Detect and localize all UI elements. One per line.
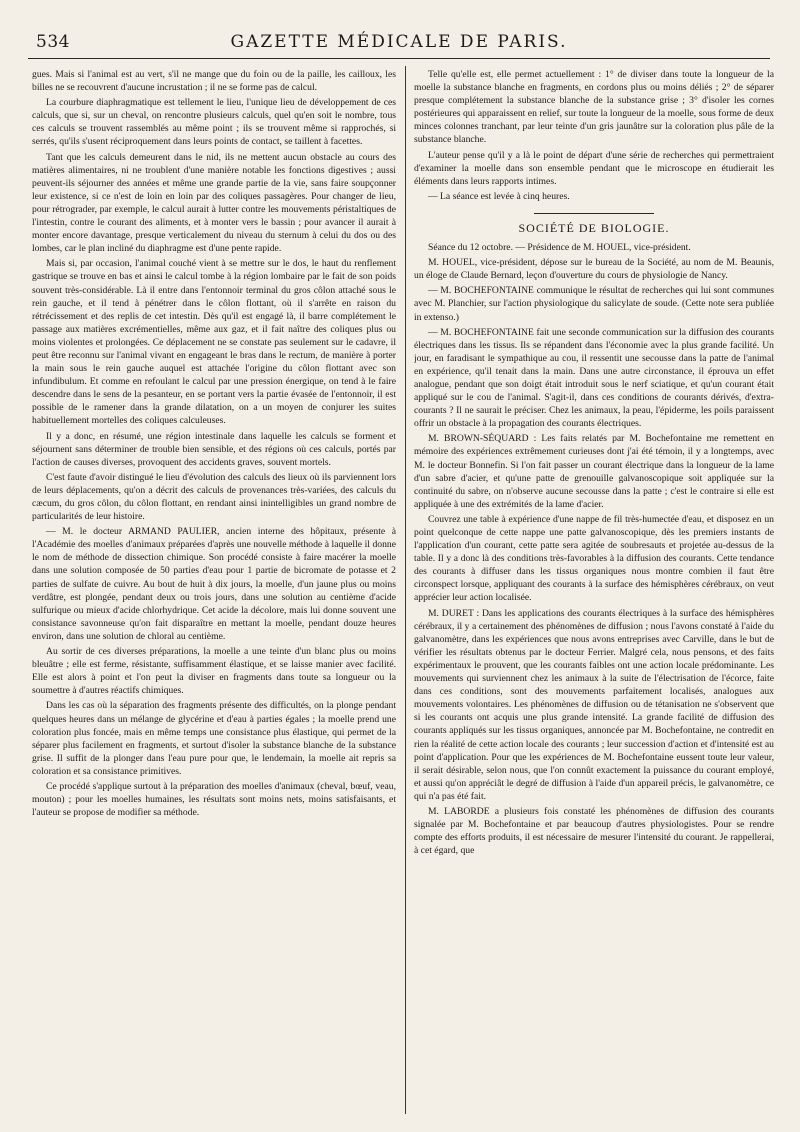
section-rule xyxy=(534,213,654,214)
paragraph: Il y a donc, en résumé, une région intestinale dans laquelle les calculs se forment et séjournent sans déterminer de trouble bien sensible, et des régions où ces calculs, portés par l'action de causes diverses, provoquent des accidents graves, souvent mortels. xyxy=(32,430,396,468)
paragraph: — M. le docteur ARMAND PAULIER, ancien interne des hôpitaux, présente à l'Académie des moelles d'animaux préparées d'après une nouvelle méthode à laquelle il donne le nom de méthode de dissection chimique. Son procédé consiste à faire macérer la moelle dans une solution composée de 50 parties d'eau pour 1 partie de bicromate de potasse et 2 parties de sulfate de cuivre. Au bout de huit à dix jours, la moelle, d'un jaune plus ou moins verdâtre, est plongée, pendant deux ou trois jours, dans une solution au centième d'acide sulfurique ou mieux d'acide chlorhydrique. Cet acide la décolore, mais lui donne souvent une consistance savonneuse qu'on fait disparaître en mettant la moelle, pendant douze heures environ, dans une solution de chloral au centième. xyxy=(32,526,396,642)
paragraph: M. DURET : Dans les applications des courants électriques à la surface des hémisphères cérébraux, il y a certainement des phénomènes de diffusion ; nous l'avons constaté à l'aide du galvanomètre, dans les expériences que nous avons entreprises avec Carville, dans le but de vérifier les résultats obtenus par le docteur Ferrier. Malgré cela, nous pensons, et des faits expérimentaux le prouvent, que les courants faibles ont une action locale prédominante. Les mouvements qui surviennent chez les animaux à la suite de l'électrisation de l'écorce, faite dans ces conditions, sont des mouvements parfaitement localisés, analogues aux mouvements volontaires. Les phénomènes de diffusion ou de tétanisation ne s'observent que si les courants ont acquis une plus grande intensité. La grande facilité de diffusion des courants appliqués sur les tissus organiques, annoncée par M. Bochefontaine, ne contredit en rien la réalité de cette action locale des courants ; leur succession d'action et d'intensité est au point d'application. Pour que les expériences de M. Bochefontaine eussent toute leur valeur, il serait désirable, selon nous, que l'on connût exactement la puissance du courant employé, et aussi qu'on appréciât le degré de diffusion à l'aide d'un appareil précis, le galvanomètre, ce qui n'a pas été fait. xyxy=(414,607,774,802)
paragraph: L'auteur pense qu'il y a là le point de départ d'une série de recherches qui permettraient d'examiner la moelle dans son ensemble pendant que le microscope en étudierait les éléments dans leurs rapports intimes. xyxy=(414,149,774,187)
paragraph: La courbure diaphragmatique est tellement le lieu, l'unique lieu de développement de ces calculs, que si, sur un cheval, on rencontre plusieurs calculs, quel qu'en soit le nombre, tous ces calculs se trouvent rassemblés au même point ; ils se trouvent même si rapprochés, si serrés, qu'ils s'usent réciproquement dans leurs points de contact, se taillent à facettes. xyxy=(32,97,396,148)
left-column xyxy=(32,68,396,1112)
page-header xyxy=(28,28,770,59)
paragraph: — M. BOCHEFONTAINE fait une seconde communication sur la diffusion des courants électriques dans les tissus. Ils se répandent dans l'économie avec la plus grande facilité. Un jour, en faradisant le sympathique au cou, il ressentit une secousse dans la patte de l'animal en expérience, qu'il tenait dans la main. Dans une autre circonstance, il éprouva un effet analogue, pendant que son doigt était introduit sous le nerf sciatique, et qu'un courant était appliqué sur le cou de l'animal. S'agit-il, dans ces conditions de courants dérivés, d'extra-courants ? Il ne saurait le préciser. Chez les animaux, la peau, l'épiderme, les poils paraissent offrir un obstacle à la propagation des courants électriques. xyxy=(414,326,774,430)
paragraph: C'est faute d'avoir distingué le lieu d'évolution des calculs des lieux où ils parviennent lors de leurs déplacements, qu'on a décrit des calculs de provenances très-variées, des calculs du cæcum, du gros côlon, du côlon flottant, en rendant ainsi inintelligibles un grand nombre de particularités de leur histoire. xyxy=(32,471,396,523)
paragraph: — La séance est levée à cinq heures. xyxy=(428,190,570,202)
section-title: SOCIÉTÉ DE BIOLOGIE. xyxy=(518,220,670,235)
paragraph: Tant que les calculs demeurent dans le nid, ils ne mettent aucun obstacle au cours des matières alimentaires, ni ne troublent d'une manière notable les fonctions digestives ; aussi peuvent-ils séjourner des années et même une grande partie de la vie, sans faire soupçonner leur existence, si ce n'est de loin en loin par des coliques passagères. Pour changer de lieu, pour rétrograder, par exemple, le calcul aurait à lutter contre les mouvements péristaltiques de l'intestin, contre le courant des aliments, et à monter vers le bassin ; pour avancer il aurait à monter encore davantage, presque verticalement du niveau du sternum à celui du dos ou des lombes, car le plan incliné du diaphragme est d'une pente rapide. xyxy=(32,151,396,255)
journal-title: GAZETTE MÉDICALE DE PARIS. xyxy=(230,32,568,52)
page-number: 534 xyxy=(36,32,70,52)
paragraph: Mais si, par occasion, l'animal couché vient à se mettre sur le dos, le haut du renflement gastrique se trouve en bas et ainsi le calcul tombe à la région lombaire par le fait de son poids souvent très-considérable. Là il entre dans l'entonnoir terminal du gros côlon attaché sous le rein gauche, et il tend à pénétrer dans le côlon flottant, où il s'arrête en raison du rétrécissement et des replis de cet intestin. Dès qu'il est engagé là, il barre complétement le passage aux matières excrémentielles, même aux gaz, et il fait naître des coliques plus ou moins violentes et prolongées. Ce déplacement ne se constate pas seulement sur le cadavre, il peut être reconnu sur l'animal vivant en engageant le bras dans le rectum, de manière à porter la main sous le rein gauche auquel est attachée l'origine du côlon flottant avec son infundibulum. Et comme en refoulant le calcul par une pression énergique, on tend à le faire descendre dans le sens de la pesanteur, en se portant vers la partie évasée de l'entonnoir, il est possible de le ramener dans la grande dilatation, on a un moyen de conjurer les suites habituellement mortelles des coliques calculeuses. xyxy=(32,258,396,427)
paragraph: M. HOUEL, vice-président, dépose sur le bureau de la Société, au nom de M. Beaunis, un éloge de Claude Bernard, leçon d'ouverture du cours de physiologie de Nancy. xyxy=(414,257,774,282)
paragraph: Telle qu'elle est, elle permet actuellement : 1° de diviser dans toute la longueur de la moelle la substance blanche en fragments, en cordons plus ou moins déliés ; 2° de séparer presque complétement la substance blanche de la substance grise ; 3° d'isoler les cornes postérieures qui apparaissent en relief, sur toute la longueur de la moelle, sous forme de deux minces colonnes tranchant, par leur teinte d'un gris jaunâtre sur la coloration plus pâle de la substance blanche. xyxy=(414,69,774,146)
paragraph: Au sortir de ces diverses préparations, la moelle a une teinte d'un blanc plus ou moins bleuâtre ; elle est ferme, résistante, suffisamment élastique, et se laisse manier avec facilité. Elle est alors à point et l'on peut la diviser en fragments dans toute sa longueur ou la soumettre à d'autres réactifs chimiques. xyxy=(32,646,396,697)
paragraph: M. BROWN-SÉQUARD : Les faits relatés par M. Bochefontaine me remettent en mémoire des expériences extrêmement curieuses dont j'ai été témoin, il y a longtemps, avec M. le docteur Bonnefin. Si l'on fait passer un courant électrique dans la longueur de la lame d'un sabre d'acier, et qu'une patte de grenouille galvanoscopique soit appliquée sur la continuité du sabre, on n'observe aucune secousse dans la patte ; c'est le contraire si elle est appliquée à une des extrémités de la lame d'acier. xyxy=(414,433,774,510)
paragraph: Couvrez une table à expérience d'une nappe de fil très-humectée d'eau, et disposez en un point quelconque de cette nappe une patte galvanoscopique, dès les premiers instants de l'application d'un courant, cette patte sera agitée de soubresauts et projetée au-dessus de la table. Il y a donc là des conditions très-favorables à la diffusion des courants. Cette tendance des courants à diffuser dans les tissus organiques nous montre combien il faut être circonspect lorsque, appliquant des courants à la surface des hémisphères cérébraux, on veut apprécier leur action localisée. xyxy=(414,513,774,604)
paragraph: gues. Mais si l'animal est au vert, s'il ne mange que du foin ou de la paille, les cailloux, les billes ne se recouvrent d'aucune incrustation ; il ne se forme pas de calcul. xyxy=(32,69,396,94)
right-column xyxy=(414,68,774,1112)
paragraph: M. LABORDE a plusieurs fois constaté les phénomènes de diffusion des courants signalée par M. Bochefontaine et par beaucoup d'autres physiologistes. Pour se rendre compte des efforts produits, il est nécessaire de mesurer l'intensité du courant. Je rappellerai, à cet égard, que xyxy=(414,805,774,857)
session-line: Séance du 12 octobre. — Présidence de M. HOUEL, vice-président. xyxy=(428,242,691,254)
paragraph: Dans les cas où la séparation des fragments présente des difficultés, on la plonge pendant quelques heures dans un mélange de glycérine et d'eau à parties égales ; la moelle prend une coloration plus foncée, mais en même temps une consistance plus élastique, qui permet de la séparer plus facilement en fragments, et surtout d'isoler la substance blanche de la substance grise. Il suffit de la plonger dans l'eau pure pour que, le lendemain, la moelle ait repris sa coloration et sa consistance primitives. xyxy=(32,700,396,777)
column-divider xyxy=(405,66,406,1114)
paragraph: — M. BOCHEFONTAINE communique le résultat de recherches qui lui sont communes avec M. Planchier, sur l'action physiologique du salicylate de soude. (Cette note sera publiée in extenso.) xyxy=(414,285,774,323)
paragraph: Ce procédé s'applique surtout à la préparation des moelles d'animaux (cheval, bœuf, veau, mouton) ; pour les moelles humaines, les résultats sont moins nets, moins satisfaisants, et l'auteur se propose de modifier sa méthode. xyxy=(32,780,396,819)
